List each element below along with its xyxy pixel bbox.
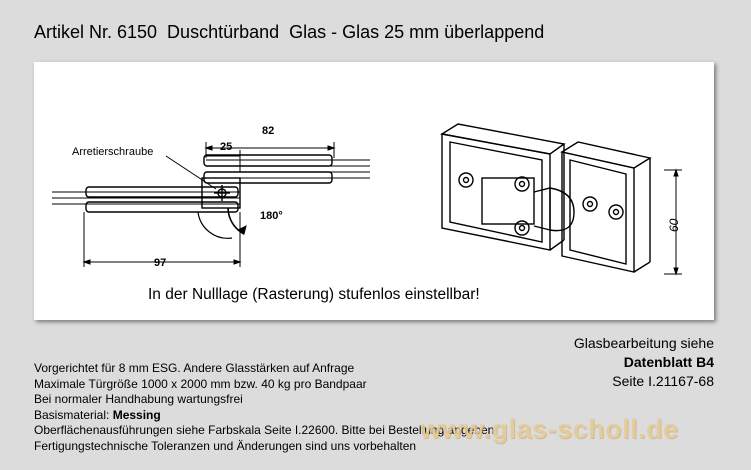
spec-line-finish: Oberflächenausführungen siehe Farbskala Seite I.22600. Bitte bei Bestellung angeben [34,423,495,438]
technical-drawing [34,62,714,320]
adjustment-caption: In der Nulllage (Rasterung) stufenlos einstellbar! [148,286,480,303]
dimension-82: 82 [262,125,275,137]
spec-line-glass: Vorgerichtet für 8 mm ESG. Andere Glasstärken auf Anfrage [34,361,355,375]
reference-line-1: Glasbearbeitung siehe [573,335,714,351]
hinge-isometric-view [442,124,682,274]
material-value: Messing [112,407,161,422]
spec-line-tolerances: Fertigungstechnische Toleranzen und Änderungen sind uns vorbehalten [34,438,417,453]
page-title: Artikel Nr. 6150 Duschtürband Glas - Glas 25 mm überlappend [34,22,545,42]
spec-line-door-size: Maximale Türgröße 1000 x 2000 mm bzw. 40 kg pro Bandpaar [34,376,367,391]
website-watermark: www.glas-scholl.de [420,414,679,444]
upper-glass-pane [206,160,370,178]
dimension-25: 25 [220,141,233,153]
dimension-97: 97 [154,257,167,269]
arretierschraube-label: Arretierschraube [72,146,154,158]
material-label: Basismaterial: [34,407,113,422]
reference-datasheet: Datenblatt B4 [623,354,714,370]
dimension-60: 60 [667,218,681,232]
spec-line-maintenance: Bei normaler Handhabung wartungsfrei [34,392,243,407]
hinge-side-view [86,155,332,212]
reference-page: Seite I.21167-68 [612,373,714,389]
technical-drawing-panel [34,62,714,320]
dimension-180-degrees: 180° [260,210,283,222]
glass-processing-reference [574,334,714,391]
